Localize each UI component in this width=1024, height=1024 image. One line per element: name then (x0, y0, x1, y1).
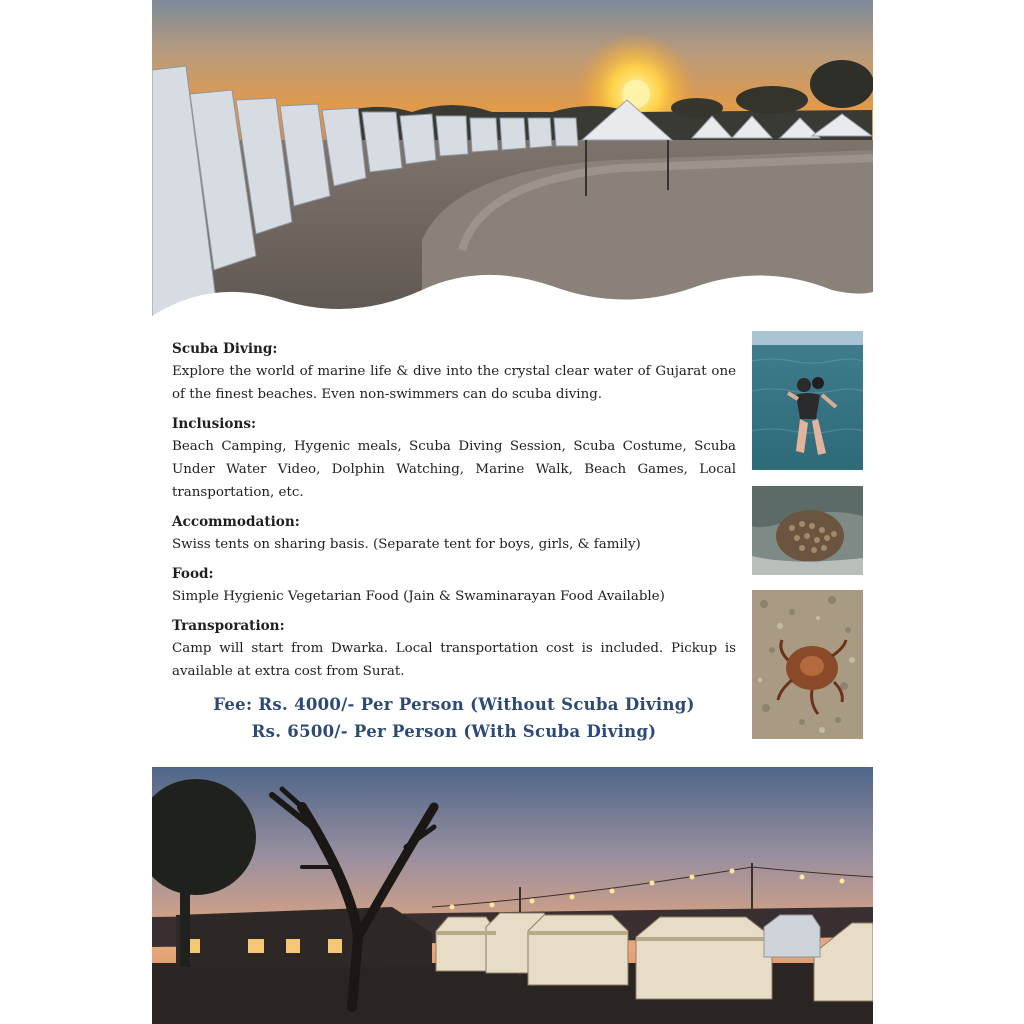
fee-block (172, 691, 736, 745)
section-heading: Accommodation: (172, 514, 300, 530)
section-heading: Inclusions: (172, 416, 257, 432)
fee-line-with-scuba: Rs. 6500/- Per Person (With Scuba Diving) (251, 722, 657, 741)
section-text: Beach Camping, Hygenic meals, Scuba Diving Session, Scuba Costume, Scuba Under Water Video, Dolphin Watching, Marine Walk, Beach Games, Local transportation, etc. (172, 439, 736, 500)
itinerary-details (172, 338, 736, 745)
section-text: Explore the world of marine life & dive into the crystal clear water of Gujarat one of the finest beaches. Even non-swimmers can do scuba diving. (172, 364, 736, 402)
section-heading: Scuba Diving: (172, 341, 278, 357)
section-heading: Food: (172, 566, 214, 582)
section-text: Simple Hygienic Vegetarian Food (Jain & Swaminarayan Food Available) (172, 589, 665, 604)
section-scuba-diving (172, 338, 736, 406)
section-heading: Transporation: (172, 618, 285, 634)
section-text: Camp will start from Dwarka. Local transportation cost is included. Pickup is available at extra cost from Surat. (172, 641, 736, 679)
coral-photo (752, 486, 863, 575)
section-accommodation (172, 511, 736, 556)
brochure-page (152, 0, 873, 1024)
hermit-crab-photo (752, 590, 863, 739)
camp-sunset-photo (152, 0, 873, 322)
section-transportation (172, 615, 736, 683)
fee-line-without-scuba: Fee: Rs. 4000/- Per Person (Without Scuba Diving) (213, 695, 695, 714)
camp-dusk-photo (152, 767, 873, 1024)
snorkel-swimmers-photo (752, 331, 863, 470)
section-text: Swiss tents on sharing basis. (Separate tent for boys, girls, & family) (172, 537, 641, 552)
section-food (172, 563, 736, 608)
section-inclusions (172, 413, 736, 504)
